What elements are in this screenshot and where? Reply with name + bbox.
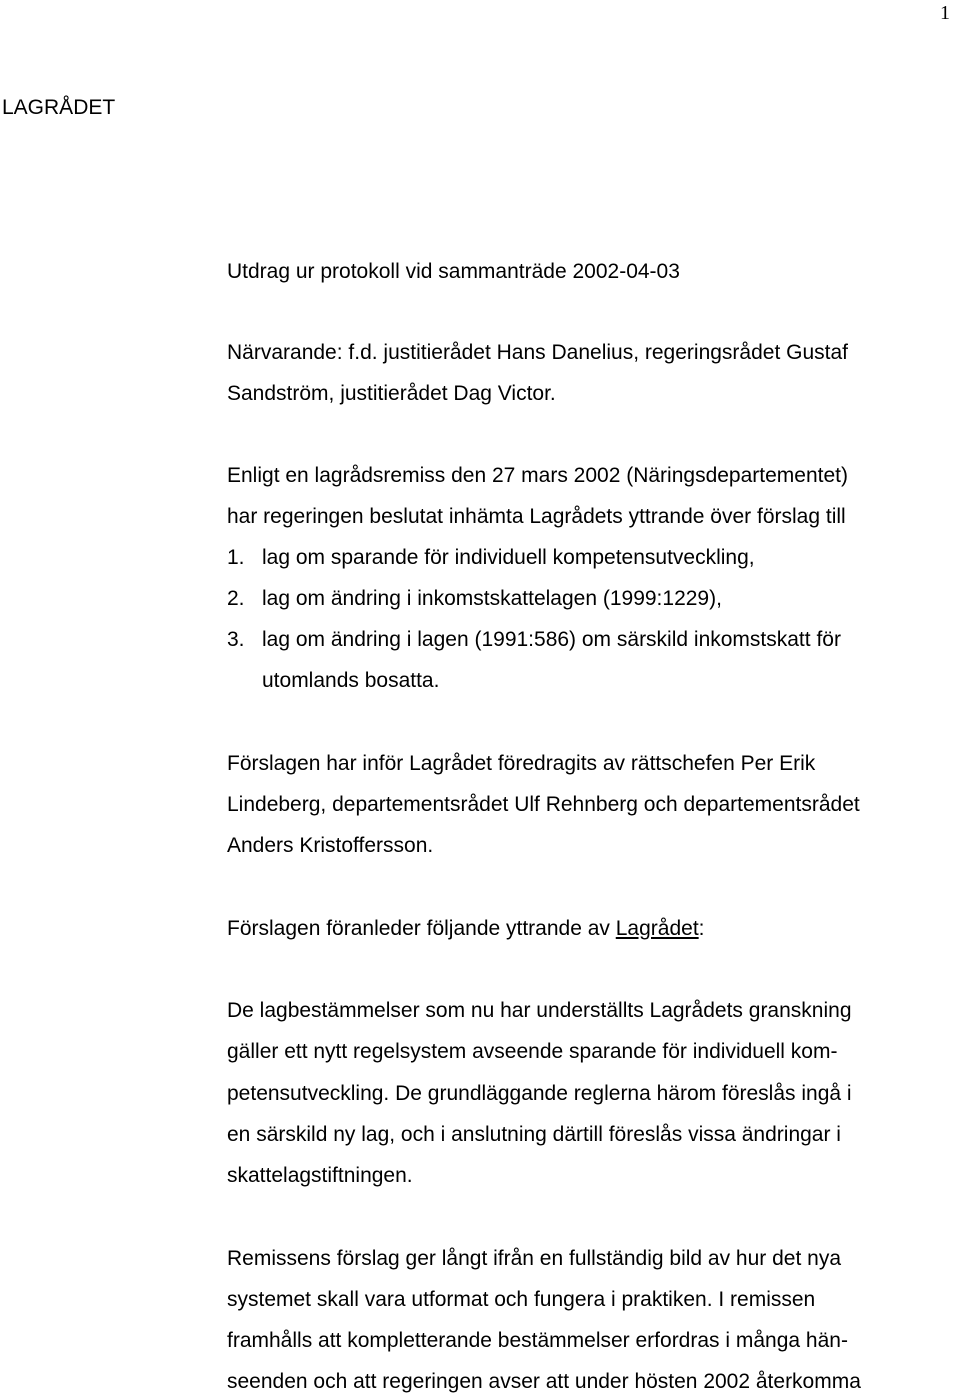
lagradet-underlined: Lagrådet [615, 917, 699, 940]
paragraph1-line-1: De lagbestämmelser som nu har underställts Lagrådets granskning [227, 999, 852, 1022]
list-number: 2. [227, 587, 245, 610]
intro-line-1: Enligt en lagrådsremiss den 27 mars 2002 (Näringsdepartementet) [227, 464, 848, 487]
paragraph1-line-3: petensutveckling. De grundläggande reglerna härom föreslås ingå i [227, 1082, 852, 1105]
paragraph2-line-2: systemet skall vara utformat och fungera i praktiken. I remissen [227, 1288, 816, 1311]
intro-line-2: har regeringen beslutat inhämta Lagrådets yttrande över förslag till [227, 505, 846, 528]
paragraph1-line-5: skattelagstiftningen. [227, 1164, 413, 1187]
proposal-item-1 [227, 546, 947, 576]
presented-by-line-2: Lindeberg, departementsrådet Ulf Rehnberg och departementsrådet [227, 793, 860, 816]
opinion-intro [227, 917, 705, 941]
list-text: lag om ändring i lagen (1991:586) om särskild inkomstskatt för [262, 628, 841, 651]
presented-by-line-1: Förslagen har inför Lagrådet föredragits av rättschefen Per Erik [227, 752, 816, 775]
paragraph2-line-1: Remissens förslag ger långt ifrån en fullständig bild av hur det nya [227, 1247, 842, 1270]
paragraph2-line-3: framhålls att kompletterande bestämmelser erfordras i många hän- [227, 1329, 848, 1352]
list-number: 1. [227, 546, 245, 569]
present-label: Närvarande: [227, 341, 343, 364]
list-number: 3. [227, 628, 245, 651]
document-body [227, 0, 947, 1400]
proposal-item-2 [227, 587, 947, 617]
paragraph1-line-2: gäller ett nytt regelsystem avseende sparande för individuell kom- [227, 1040, 838, 1063]
proposal-item-3-cont [227, 669, 947, 699]
presented-by-line-3: Anders Kristoffersson. [227, 834, 434, 857]
present-text: f.d. justitierådet Hans Danelius, regeringsrådet Gustaf [342, 341, 848, 364]
list-text: utomlands bosatta. [262, 669, 440, 692]
list-text: lag om ändring i inkomstskattelagen (1999:1229), [262, 587, 722, 610]
opinion-intro-text: Förslagen föranleder följande yttrande av [227, 917, 616, 940]
paragraph2-line-4: seenden och att regeringen avser att under hösten 2002 återkomma [227, 1370, 861, 1393]
proposal-item-3 [227, 628, 947, 658]
paragraph1-line-4: en särskild ny lag, och i anslutning därtill föreslås vissa ändringar i [227, 1123, 841, 1146]
document-header: LAGRÅDET [2, 96, 116, 119]
present-line-1 [227, 341, 848, 365]
opinion-intro-colon: : [698, 917, 705, 940]
list-text: lag om sparande för individuell kompetensutveckling, [262, 546, 755, 569]
protocol-line: Utdrag ur protokoll vid sammanträde 2002-04-03 [227, 260, 680, 283]
present-line-2: Sandström, justitierådet Dag Victor. [227, 382, 556, 405]
page-number: 1 [940, 2, 950, 24]
